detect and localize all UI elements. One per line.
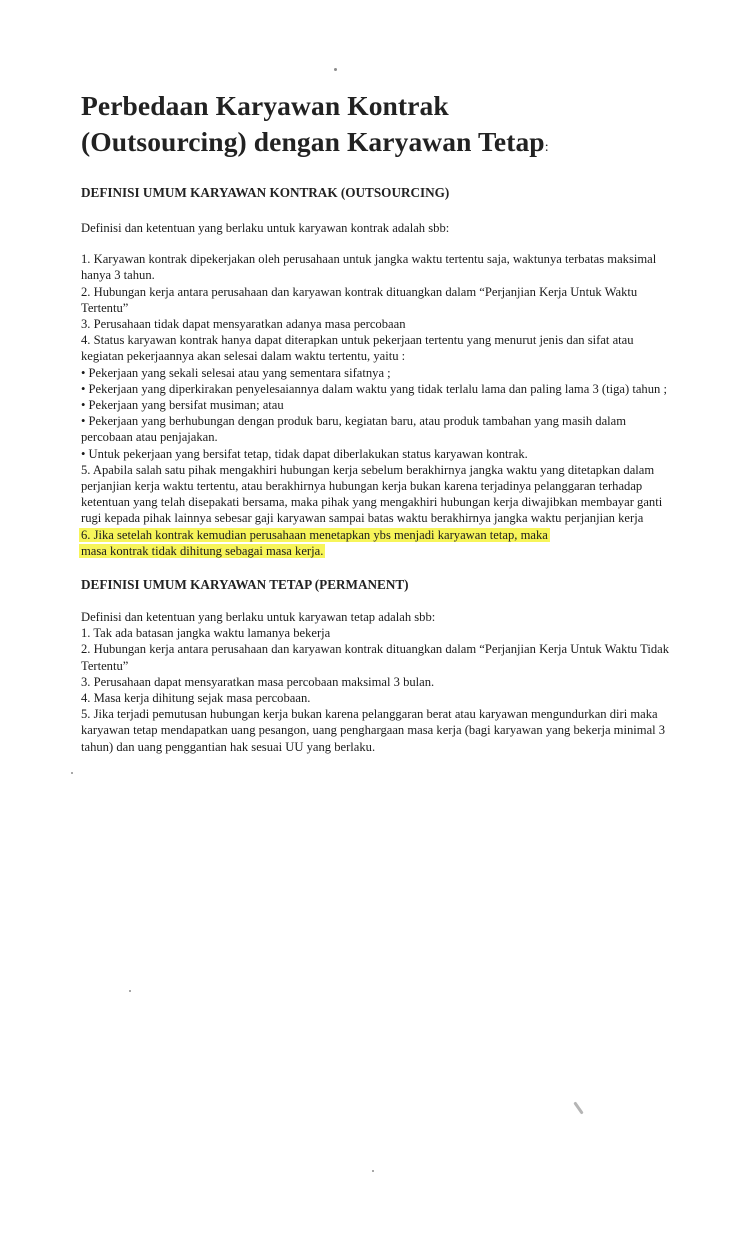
list-item: 2. Hubungan kerja antara perusahaan dan karyawan kontrak dituangkan dalam “Perjanjian Kerja Untuk Waktu Tidak Tertentu”: [81, 642, 670, 673]
scan-speck: [129, 990, 131, 992]
list-item: • Untuk pekerjaan yang bersifat tetap, tidak dapat diberlakukan status karyawan kontrak.: [81, 446, 528, 461]
section-karyawan-tetap: [81, 577, 671, 755]
kontrak-list: [81, 251, 671, 559]
document-body: [81, 88, 671, 755]
scan-speck: [71, 772, 73, 774]
scan-streak: [573, 1101, 583, 1114]
list-item: 4. Status karyawan kontrak hanya dapat diterapkan untuk pekerjaan tertentu yang menurut jenis dan sifat atau kegiatan pekerjaannya akan selesai dalam waktu tertentu, yaitu :: [81, 333, 634, 364]
list-item: 5. Jika terjadi pemutusan hubungan kerja bukan karena pelanggaran berat atau karyawan mengundurkan diri maka karyawan tetap mendapatkan uang pesangon, uang penghargaan masa kerja (bagi karyawan yang bekerja minimal 3 tahun) dan uang penggantian hak sesuai UU yang berlaku.: [81, 707, 666, 754]
list-item: 1. Tak ada batasan jangka waktu lamanya bekerja: [81, 626, 331, 641]
title-line-2: (Outsourcing) dengan Karyawan Tetap: [81, 126, 545, 157]
highlighted-line-2: masa kontrak tidak dihitung sebagai masa kerja.: [81, 543, 324, 558]
highlighted-list-item: [81, 527, 671, 559]
list-item: • Pekerjaan yang sekali selesai atau yang sementara sifatnya ;: [81, 365, 391, 380]
title-colon: :: [544, 140, 549, 155]
section-intro-kontrak: Definisi dan ketentuan yang berlaku untuk karyawan kontrak adalah sbb:: [81, 221, 450, 235]
list-item: 4. Masa kerja dihitung sejak masa percobaan.: [81, 691, 311, 706]
list-item: • Pekerjaan yang diperkirakan penyelesaiannya dalam waktu yang tidak terlalu lama dan paling lama 3 (tiga) tahun ;: [81, 381, 667, 396]
list-item: • Pekerjaan yang berhubungan dengan produk baru, kegiatan baru, atau produk tambahan yang masih dalam percobaan atau penjajakan.: [81, 414, 627, 445]
section-intro-tetap: Definisi dan ketentuan yang berlaku untuk karyawan tetap adalah sbb:: [81, 610, 436, 625]
list-item: • Pekerjaan yang bersifat musiman; atau: [81, 398, 284, 413]
scan-speck: [372, 1170, 374, 1172]
highlighted-line-1: 6. Jika setelah kontrak kemudian perusahaan menetapkan ybs menjadi karyawan tetap, maka: [81, 527, 548, 542]
section-karyawan-kontrak: [81, 185, 671, 559]
title-line-1: Perbedaan Karyawan Kontrak: [81, 90, 449, 121]
list-item: 3. Perusahaan tidak dapat mensyaratkan adanya masa percobaan: [81, 317, 406, 332]
scan-speck: [334, 68, 337, 71]
section-heading-tetap: DEFINISI UMUM KARYAWAN TETAP (PERMANENT): [81, 577, 409, 593]
tetap-list: [81, 625, 671, 755]
document-title: [81, 88, 671, 166]
list-item: 5. Apabila salah satu pihak mengakhiri hubungan kerja sebelum berakhirnya jangka waktu yang ditetapkan dalam perjanjian kerja waktu tertentu, atau berakhirnya hubungan kerja bukan karena terjadinya pelanggaran terhadap ketentuan yang telah disepakati bersama, maka pihak yang mengakhiri hubungan kerja diwajibkan membayar ganti rugi kepada pihak lainnya sebesar gaji karyawan sampai batas waktu berakhirnya jangka waktu perjanjian kerja: [81, 462, 663, 526]
list-item: 3. Perusahaan dapat mensyaratkan masa percobaan maksimal 3 bulan.: [81, 674, 435, 689]
section-heading-kontrak: DEFINISI UMUM KARYAWAN KONTRAK (OUTSOURCING): [81, 185, 450, 200]
list-item: 1. Karyawan kontrak dipekerjakan oleh perusahaan untuk jangka waktu tertentu saja, waktunya terbatas maksimal hanya 3 tahun.: [81, 252, 657, 283]
list-item: 2. Hubungan kerja antara perusahaan dan karyawan kontrak dituangkan dalam “Perjanjian Kerja Untuk Waktu Tertentu”: [81, 284, 638, 315]
